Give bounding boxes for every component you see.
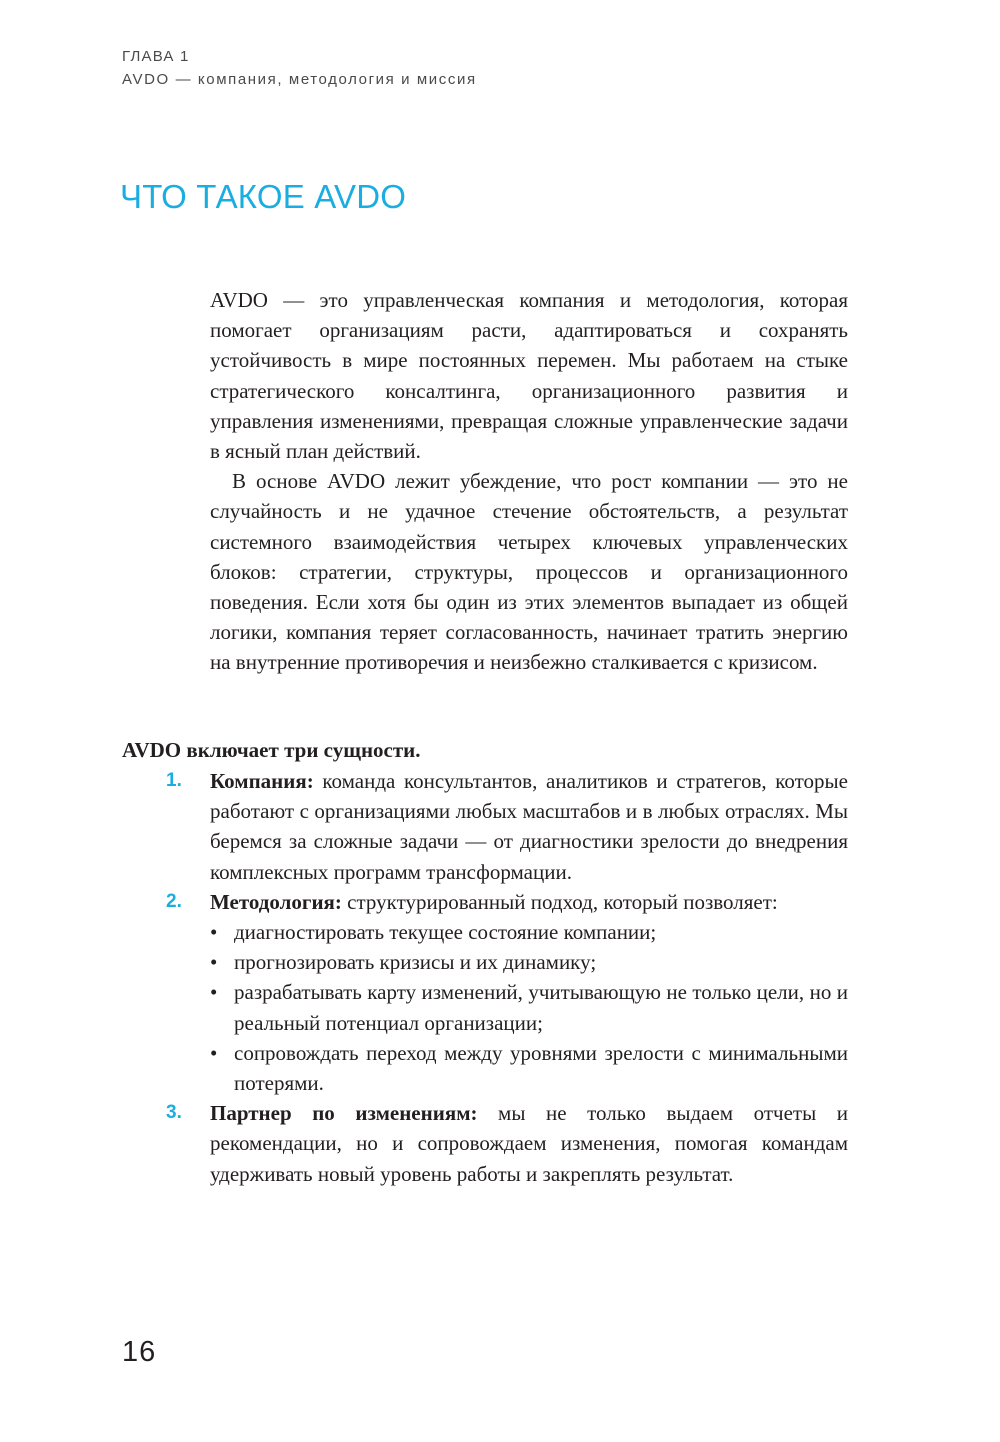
section-title: ЧТО ТАКОЕ AVDO	[120, 178, 407, 215]
page-number: 16	[122, 1336, 157, 1368]
bullet-item	[210, 977, 848, 1037]
entity-number: 1.	[166, 770, 182, 791]
bullet-icon: •	[210, 1040, 218, 1065]
bullet-icon: •	[210, 950, 218, 975]
bullet-item	[210, 947, 848, 977]
bullet-text: сопровождать переход между уровнями зрелости с минимальными потерями.	[234, 1040, 848, 1096]
entity-name: Компания:	[210, 769, 314, 793]
bullet-icon: •	[210, 920, 218, 945]
entity-description: структурированный подход, который позволяет:	[341, 889, 778, 914]
entity-number: 3.	[166, 1102, 182, 1124]
entity-item-methodology	[122, 887, 848, 1098]
entities-list	[122, 766, 848, 1189]
chapter-label: ГЛАВА 1	[122, 48, 190, 65]
bullet-item	[210, 1038, 848, 1098]
bullet-text: диагностировать текущее состояние компании;	[234, 920, 657, 945]
entity-item-partner	[122, 1098, 848, 1189]
entity-name: Методология:	[210, 889, 342, 914]
running-head	[122, 46, 477, 92]
entity-name: Партнер по изменениям:	[210, 1101, 478, 1126]
intro-paragraph: В основе AVDO лежит убеждение, что рост компании — это не случайность и не удачное стечение обстоятельств, а результат системного взаимодействия четырех ключевых управленческих блоков: стратегии, структуры, процессов и организационного поведения. Если хотя бы один из этих элементов выпадает из общей логики, компания теряет согласованность, начинает тратить энергию на внутренние противоречия и неизбежно сталкивается с кризисом.	[210, 469, 848, 675]
entities-heading: AVDO включает три сущности.	[122, 738, 421, 762]
intro-text	[210, 285, 848, 678]
intro-paragraph: AVDO — это управленческая компания и методология, которая помогает организациям расти, адаптироваться и сохранять устойчивость в мире постоянных перемен. Мы работаем на стыке стратегического консалтинга, организационного развития и управления изменениями, превращая сложные управленческие задачи в ясный план действий.	[210, 288, 848, 464]
bullet-text: разрабатывать карту изменений, учитывающую не только цели, но и реальный потенциал организации;	[234, 980, 848, 1035]
entity-description: мы не только выдаем отчеты и рекомендации, но и сопровождаем изменения, помогая командам удерживать новый уровень работы и закреплять результат.	[210, 1101, 848, 1186]
entity-item-company	[122, 766, 848, 887]
bullet-icon: •	[210, 980, 218, 1005]
bullet-text: прогнозировать кризисы и их динамику;	[234, 950, 597, 975]
entity-description: команда консультантов, аналитиков и стратегов, которые работают с организациями любых масштабов и в любых отраслях. Мы беремся за сложные задачи — от диагностики зрелости до внедрения комплексных программ трансформации.	[210, 769, 848, 884]
methodology-bullets	[210, 917, 848, 1098]
chapter-subtitle: AVDO — компания, методология и миссия	[122, 71, 477, 88]
entity-number: 2.	[166, 890, 182, 912]
bullet-item	[210, 917, 848, 947]
